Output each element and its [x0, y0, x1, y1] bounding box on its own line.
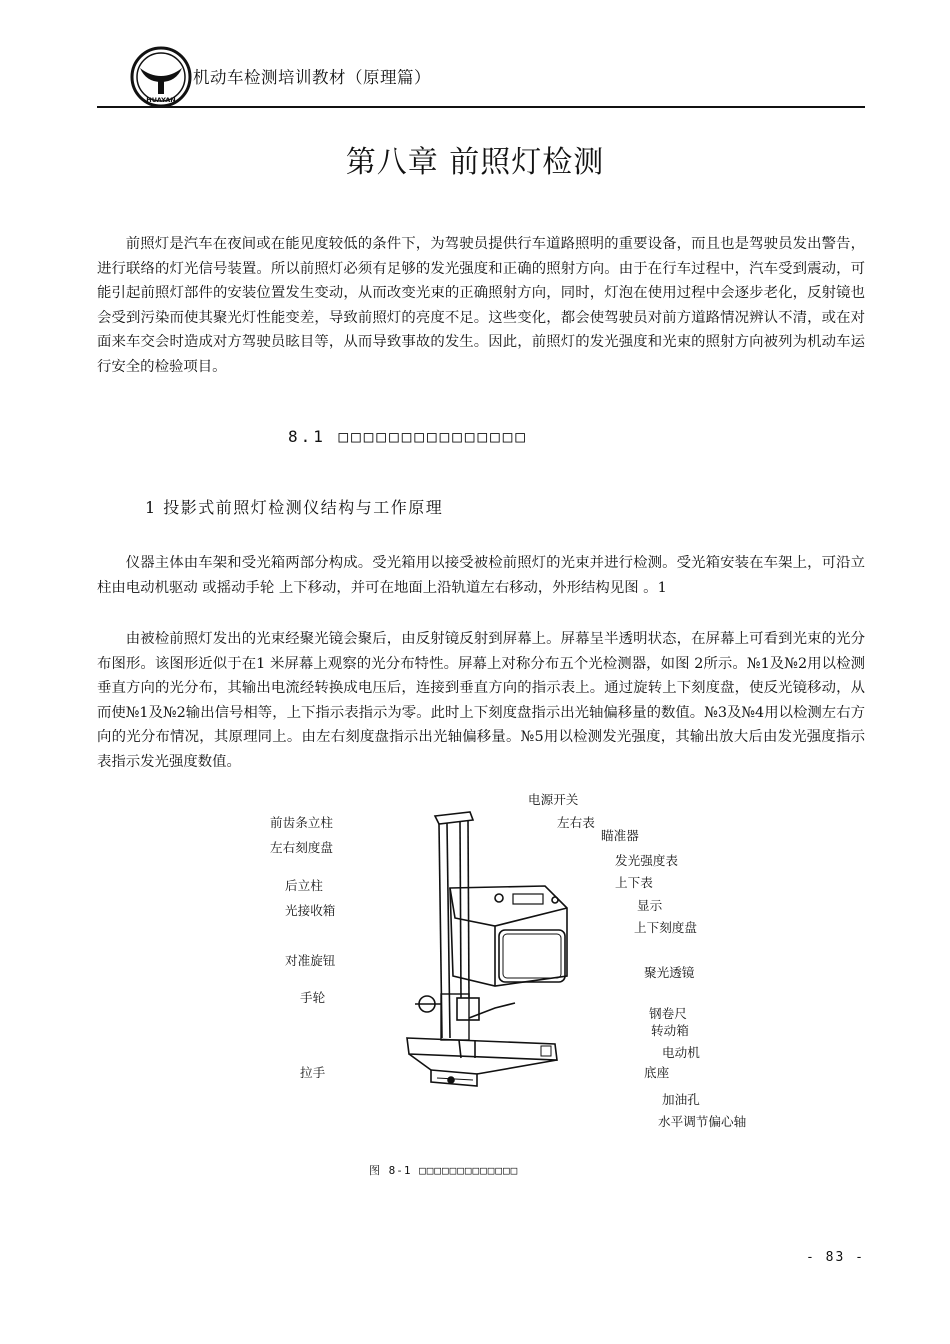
label-motor: 电动机 — [662, 1045, 700, 1060]
label-ud-dial: 上下刻度盘 — [634, 920, 697, 935]
label-alignment-knob: 对准旋钮 — [285, 953, 336, 968]
header-divider — [97, 106, 865, 108]
label-base: 底座 — [644, 1065, 670, 1080]
section-heading: 8.1 □□□□□□□□□□□□□□□ — [288, 427, 529, 446]
label-light-receiver-box: 光接收箱 — [285, 903, 336, 918]
figure-caption: 图 8-1 □□□□□□□□□□□□□ — [369, 1164, 519, 1177]
page-number: - 83 - — [806, 1250, 865, 1265]
label-lr-meter: 左右表 — [557, 815, 595, 830]
label-lr-dial: 左右刻度盘 — [270, 840, 333, 855]
label-sight: 瞄准器 — [601, 828, 639, 843]
paragraph-structure: 仪器主体由车架和受光箱两部分构成。受光箱用以接受被检前照灯的光束并进行检测。受光箱安装在车架上，可沿立柱由电动机驱动 或摇动手轮 上下移动，并可在地面上沿轨道左右移动，外形结构见图 。1 — [97, 555, 865, 596]
label-front-rack-column: 前齿条立柱 — [270, 815, 333, 830]
header-title: 机动车检测培训教材（原理篇） — [193, 68, 431, 87]
label-tape-measure: 钢卷尺 — [649, 1006, 687, 1021]
label-rear-column: 后立柱 — [285, 878, 323, 893]
headlight-tester-illustration — [395, 808, 590, 1098]
paragraph-principle: 由被检前照灯发出的光束经聚光镜会聚后，由反射镜反射到屏幕上。屏幕呈半透明状态，在屏幕上可看到光束的光分布图形。该图形近似于在1 米屏幕上观察的光分布特性。屏幕上对称分布五个光检测器，如图 2所示。№1及№2用以检测垂直方向的光分布，其输出电流经转换成电压后，连接到垂直方向的指示表上。通过旋转上下刻度盘，使反光镜移动，从而使№1及№2输出信号相等，上下指示表指示为零。此时上下刻度盘指示出光轴偏移量的数值。№3及№4用以检测左右方向的光分布情况，其原理同上。由左右刻度盘指示出光轴偏移量。№5用以检测发光强度，其输出放大后由发光强度指示表指示发光强度数值。 — [97, 631, 865, 770]
label-condenser-lens: 聚光透镜 — [644, 965, 695, 980]
label-display: 显示 — [637, 898, 663, 913]
label-rotation-box: 转动箱 — [651, 1023, 689, 1038]
logo-text: HUAYAN — [146, 96, 176, 104]
intro-paragraph: 前照灯是汽车在夜间或在能见度较低的条件下，为驾驶员提供行车道路照明的重要设备，而且也是驾驶员发出警告，进行联络的灯光信号装置。所以前照灯必须有足够的发光强度和正确的照射方向。由于在行车过程中，汽车受到震动，可能引起前照灯部件的安装位置发生变动，从而改变光束的正确照射方向，同时，灯泡在使用过程中会逐步老化，反射镜也会受到污染而使其聚光灯性能变差，导致前照灯的亮度不足。这些变化，都会使驾驶员对前方道路情况辨认不清，或在对面来车交会时造成对方驾驶员眩目等，从而导致事故的发生。因此，前照灯的发光强度和光束的照射方向被列为机动车运行安全的检验项目。 — [97, 236, 865, 375]
label-ud-meter: 上下表 — [615, 875, 653, 890]
label-intensity-meter: 发光强度表 — [615, 853, 678, 868]
label-power-switch: 电源开关 — [528, 792, 579, 807]
label-leveling-shaft: 水平调节偏心轴 — [658, 1114, 747, 1129]
chapter-title: 第八章 前照灯检测 — [345, 145, 605, 180]
label-handwheel: 手轮 — [300, 990, 326, 1005]
label-oil-hole: 加油孔 — [662, 1092, 700, 1107]
label-pull-handle: 拉手 — [300, 1065, 326, 1080]
subsection-heading: 1 投影式前照灯检测仪结构与工作原理 — [145, 498, 444, 517]
huayan-logo — [130, 46, 192, 108]
